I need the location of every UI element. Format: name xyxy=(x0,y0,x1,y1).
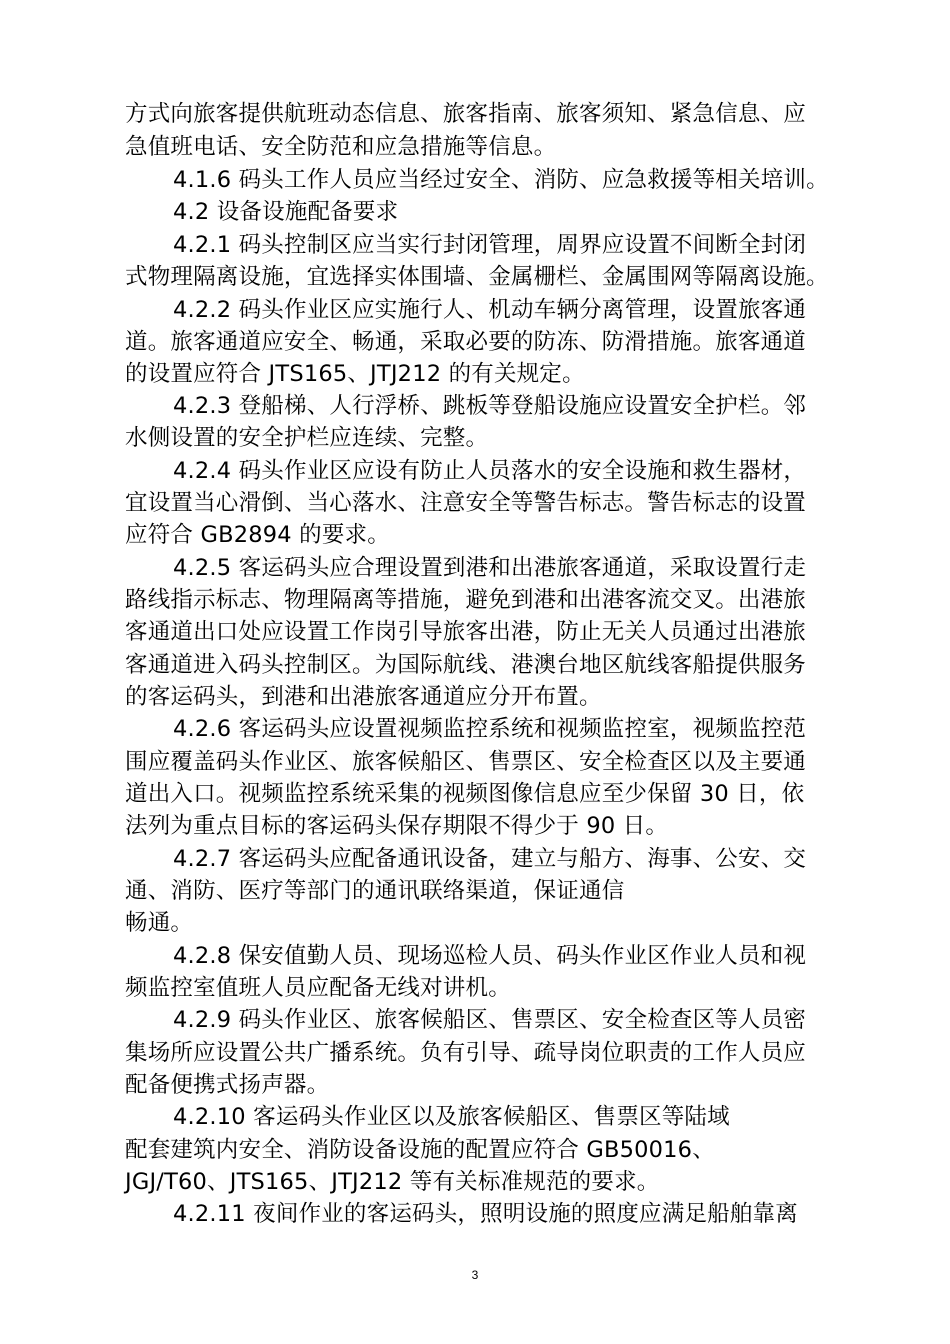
text-line: 道。旅客通道应安全、畅通，采取必要的防冻、防滑措施。旅客通道 xyxy=(125,329,807,355)
text-line: 道出入口。视频监控系统采集的视频图像信息应至少保留 30 日，依 xyxy=(125,781,805,807)
text-line: 4.1.6 码头工作人员应当经过安全、消防、应急救援等相关培训。 xyxy=(173,167,829,193)
text-line: 配套建筑内安全、消防设备设施的配置应符合 GB50016、 xyxy=(125,1137,715,1163)
text-line: 的客运码头，到港和出港旅客通道应分开布置。 xyxy=(125,684,602,710)
text-line: 4.2.1 码头控制区应当实行封闭管理，周界应设置不间断全封闭 xyxy=(173,232,807,258)
text-line: 畅通。 xyxy=(125,910,194,936)
text-line: 急值班电话、安全防范和应急措施等信息。 xyxy=(125,134,557,160)
text-line: 宜设置当心滑倒、当心落水、注意安全等警告标志。警告标志的设置 xyxy=(125,490,807,516)
text-line: 路线指示标志、物理隔离等措施，避免到港和出港客流交叉。出港旅 xyxy=(125,587,807,613)
text-line: 客通道出口处应设置工作岗引导旅客出港，防止无关人员通过出港旅 xyxy=(125,619,807,645)
text-line: 4.2.8 保安值勤人员、现场巡检人员、码头作业区作业人员和视 xyxy=(173,943,807,969)
text-line: 法列为重点目标的客运码头保存期限不得少于 90 日。 xyxy=(125,813,669,839)
text-line: 频监控室值班人员应配备无线对讲机。 xyxy=(125,975,511,1001)
text-line: 的设置应符合 JTS165、JTJ212 的有关规定。 xyxy=(125,361,585,387)
text-line: 通、消防、医疗等部门的通讯联络渠道，保证通信 xyxy=(125,878,625,904)
text-line: 4.2.7 客运码头应配备通讯设备，建立与船方、海事、公安、交 xyxy=(173,846,807,872)
text-line: 围应覆盖码头作业区、旅客候船区、售票区、安全检查区以及主要通 xyxy=(125,749,807,775)
text-line: 配备便携式扬声器。 xyxy=(125,1072,330,1098)
text-line: 客通道进入码头控制区。为国际航线、港澳台地区航线客船提供服务 xyxy=(125,652,807,678)
text-line: 式物理隔离设施，宜选择实体围墙、金属栅栏、金属围网等隔离设施。 xyxy=(125,264,829,290)
text-line: 方式向旅客提供航班动态信息、旅客指南、旅客须知、紧急信息、应 xyxy=(125,101,807,127)
text-line: 4.2.11 夜间作业的客运码头，照明设施的照度应满足船舶靠离 xyxy=(173,1201,798,1227)
text-line: 应符合 GB2894 的要求。 xyxy=(125,522,390,548)
text-line: 4.2.10 客运码头作业区以及旅客候船区、售票区等陆域 xyxy=(173,1104,730,1130)
page-number: 3 xyxy=(471,1268,479,1282)
text-line: JGJ/T60、JTS165、JTJ212 等有关标准规范的要求。 xyxy=(125,1169,660,1195)
text-line: 4.2.2 码头作业区应实施行人、机动车辆分离管理，设置旅客通 xyxy=(173,297,807,323)
text-line: 4.2.3 登船梯、人行浮桥、跳板等登船设施应设置安全护栏。邻 xyxy=(173,393,807,419)
text-line: 水侧设置的安全护栏应连续、完整。 xyxy=(125,425,489,451)
text-line: 4.2.9 码头作业区、旅客候船区、售票区、安全检查区等人员密 xyxy=(173,1007,807,1033)
text-line: 4.2.5 客运码头应合理设置到港和出港旅客通道，采取设置行走 xyxy=(173,555,807,581)
text-line: 4.2.6 客运码头应设置视频监控系统和视频监控室，视频监控范 xyxy=(173,716,807,742)
section-heading: 4.2 设备设施配备要求 xyxy=(173,199,399,225)
text-line: 集场所应设置公共广播系统。负有引导、疏导岗位职责的工作人员应 xyxy=(125,1040,807,1066)
text-line: 4.2.4 码头作业区应设有防止人员落水的安全设施和救生器材， xyxy=(173,458,807,484)
